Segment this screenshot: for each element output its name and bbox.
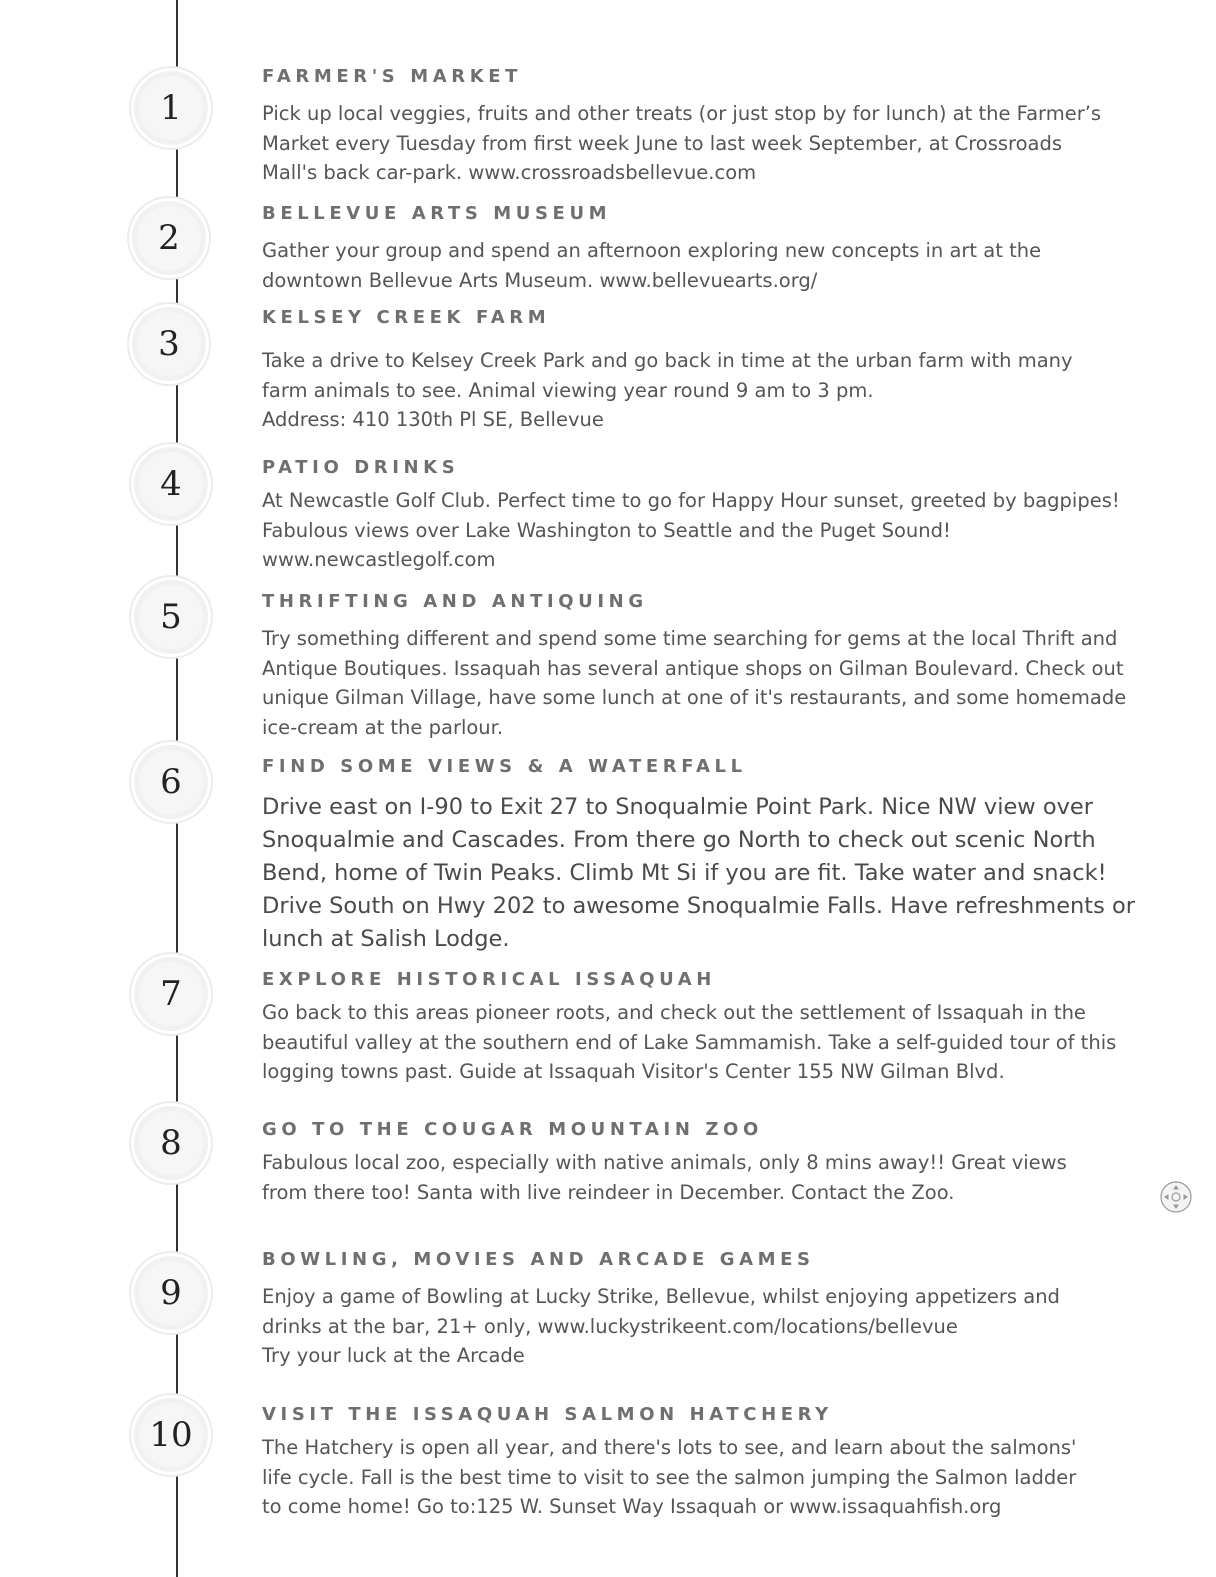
number-label: 3 — [137, 312, 201, 376]
number-label: 2 — [137, 206, 201, 270]
number-label: 8 — [139, 1111, 203, 1175]
activity-item-4 — [262, 457, 1120, 575]
number-circle-1 — [134, 71, 208, 145]
activity-description: Go back to this areas pioneer roots, and check out the settlement of Issaquah in the beautiful valley at the southern end of Lake Sammamish. Take a self-guided tour of this logging towns past. Guide at Issaquah Visitor's Center 155 NW Gilman Blvd. — [262, 1001, 1117, 1083]
activity-description: Enjoy a game of Bowling at Lucky Strike, Bellevue, whilst enjoying appetizers and drinks at the bar, 21+ only, www.luckystrikeent.com/locations/bellevue Try your luck at the Arcade — [262, 1285, 1060, 1367]
activity-description: At Newcastle Golf Club. Perfect time to go for Happy Hour sunset, greeted by bagpipes! Fabulous views over Lake Washington to Seattle and the Puget Sound! www.newcastlegolf.com — [262, 489, 1120, 571]
pan-arrows-icon[interactable] — [1160, 1181, 1192, 1213]
number-circle-10 — [134, 1398, 208, 1472]
activity-item-2 — [262, 203, 1112, 295]
activity-item-7 — [262, 969, 1117, 1087]
activity-title: THRIFTING AND ANTIQUING — [262, 591, 648, 612]
activity-item-6 — [262, 756, 1136, 956]
activity-title: EXPLORE HISTORICAL ISSAQUAH — [262, 969, 716, 990]
number-circle-8 — [134, 1106, 208, 1180]
activity-item-8 — [262, 1119, 1112, 1207]
number-circle-2 — [132, 201, 206, 275]
activity-title: FIND SOME VIEWS & A WATERFALL — [262, 756, 747, 777]
activity-description: Try something different and spend some time searching for gems at the local Thrift and Antique Boutiques. Issaquah has several antique shops on Gilman Boulevard. Check out unique Gilman Village, have some lunch at one of it's restaurants, and some homemade ice-cream at the parlour. — [262, 627, 1127, 739]
activity-description: Fabulous local zoo, especially with native animals, only 8 mins away!! Great views from there too! Santa with live reindeer in December. Contact the Zoo. — [262, 1151, 1067, 1204]
activity-title: VISIT THE ISSAQUAH SALMON HATCHERY — [262, 1404, 833, 1425]
activity-item-5 — [262, 591, 1127, 742]
activity-item-9 — [262, 1249, 1112, 1371]
number-circle-4 — [134, 447, 208, 521]
activity-description: The Hatchery is open all year, and there's lots to see, and learn about the salmons' life cycle. Fall is the best time to visit to see the salmon jumping the Salmon ladder to come home! Go to:125 W. Sunset Way Issaquah or www.issaquahfish.org — [262, 1436, 1077, 1518]
number-label: 9 — [139, 1261, 203, 1325]
number-circle-5 — [134, 580, 208, 654]
activity-description: Drive east on I-90 to Exit 27 to Snoqualmie Point Park. Nice NW view over Snoqualmie and Cascades. From there go North to check out scenic North Bend, home of Twin Peaks. Climb Mt Si if you are fit. Take water and snack! Drive South on Hwy 202 to awesome Snoqualmie Falls. Have refreshments or lunch at Salish Lodge. — [262, 794, 1136, 952]
number-label: 5 — [139, 585, 203, 649]
activity-title: PATIO DRINKS — [262, 457, 460, 478]
number-circle-9 — [134, 1256, 208, 1330]
activity-description: Gather your group and spend an afternoon exploring new concepts in art at the downtown Bellevue Arts Museum. www.bellevuearts.org/ — [262, 239, 1042, 292]
number-label: 1 — [139, 76, 203, 140]
number-label: 7 — [139, 962, 203, 1026]
number-circle-3 — [132, 307, 206, 381]
activity-title: BOWLING, MOVIES AND ARCADE GAMES — [262, 1249, 815, 1270]
number-label: 4 — [139, 452, 203, 516]
activity-title: BELLEVUE ARTS MUSEUM — [262, 203, 612, 224]
activity-item-10 — [262, 1404, 1112, 1522]
number-label: 6 — [139, 750, 203, 814]
activity-item-3 — [262, 307, 1112, 435]
number-circle-6 — [134, 745, 208, 819]
activity-title: FARMER'S MARKET — [262, 66, 523, 87]
activity-title: KELSEY CREEK FARM — [262, 307, 551, 328]
activity-title: GO TO THE COUGAR MOUNTAIN ZOO — [262, 1119, 763, 1140]
activity-item-1 — [262, 66, 1112, 188]
number-label: 10 — [139, 1403, 203, 1467]
number-circle-7 — [134, 957, 208, 1031]
activity-description: Pick up local veggies, fruits and other treats (or just stop by for lunch) at the Farmer’s Market every Tuesday from first week June to last week September, at Crossroads Mall's back car-park. www.crossroadsbellevue.com — [262, 102, 1102, 184]
activity-description: Take a drive to Kelsey Creek Park and go back in time at the urban farm with many farm animals to see. Animal viewing year round 9 am to 3 pm. Address: 410 130th Pl SE, Bellevue — [262, 349, 1073, 431]
